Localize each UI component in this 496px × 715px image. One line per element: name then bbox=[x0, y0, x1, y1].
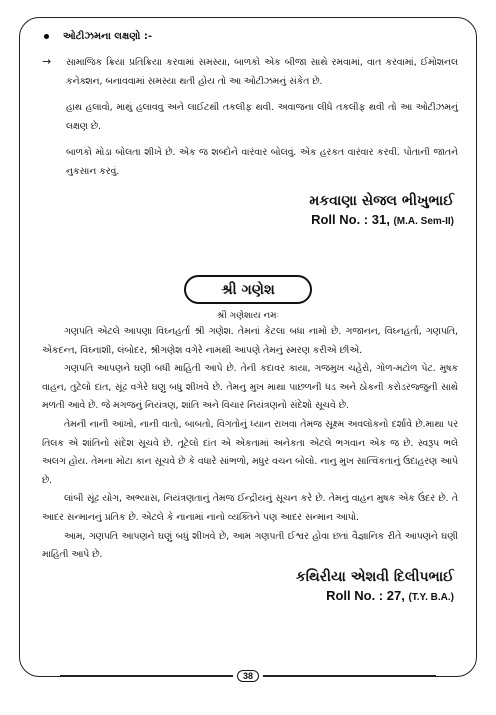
author-name: કથિરીયા એશવી દિલીપભાઈ bbox=[295, 568, 454, 585]
autism-heading: ઓટીઝમના લક્ષણો :- bbox=[63, 30, 153, 42]
bullet-icon bbox=[44, 34, 49, 39]
roll-number bbox=[42, 211, 454, 231]
autism-para-2: હાથ હલાવો, માથું હલાવવુ અને લાઈટથી તકલીફ થવી. અવાજના લીધે તકલીફ થવી તો આ ઓટીઝમનું લક્ષણ છે. bbox=[66, 102, 458, 132]
ganesh-title-wrap bbox=[20, 275, 476, 304]
roll-class: (T.Y. B.A.) bbox=[408, 591, 454, 603]
autism-signature bbox=[42, 191, 454, 231]
roll-label: Roll No. : 31, bbox=[311, 212, 390, 227]
roll-class: (M.A. Sem-II) bbox=[393, 216, 454, 227]
page-frame bbox=[19, 17, 477, 681]
arrow-right-icon: → bbox=[42, 55, 52, 68]
ganesh-para-3: તેમની નાની આંખો, નાની વાતો, બાબતો, વિગતોનું ધ્યાન રાખવા તેમજ સૂક્ષ્મ અવલોકનો દર્શાવે છે.માથા પર તિલક એ શાંતિનો સંદેશ સૂચવે છે. તૂટેલો દાંત એ એકતામાં અનેકતા એટલે ભગવાન એક જ છે. સ્વરૂપ ભલે અલગ હોય. તેમના મોટા કાન સૂચવે છે કે વધારે સાંભળો, મધુર વચન બોલો. નાનુ મુખ સાત્વિકતાનું ઉદાહરણ આપે છે. bbox=[42, 418, 458, 486]
ganesh-signature bbox=[42, 567, 454, 607]
page-footer bbox=[20, 664, 476, 683]
page-number: 38 bbox=[237, 670, 259, 682]
autism-section bbox=[42, 28, 458, 231]
ganesh-para-2: ગણપતિ આપણને ઘણી બધી માહિતી આપે છે. તેની કદાવર કાયા, ગજમુખ ચહેરો, ગોળ-મટોળ પેટ. મુષક વાહન, તુટેલો દાંત, સૂંઢ વગેરે ઘણુ બધુ શીખવે છે. તેમનુ મુખ માથા પાછળની ધડ અને ઠોકની કરોડરજ્જુની સાથે મળતી આવે છે. જે મગજનું નિયંત્રણ, શાંતિ અને વિચાર નિયંત્રણનો સંદેશો સૂચવે છે. bbox=[42, 363, 458, 412]
roll-label: Roll No. : 27, bbox=[326, 587, 405, 603]
roll-number bbox=[42, 587, 454, 607]
autism-para-1: સામાજિક ક્રિયા પ્રતિક્રિયા કરવામાં સમસ્યા, બાળકો એક બીજા સાથે રમવામાં, વાત કરવામાં, ઈમોશનલ કનેક્શન, બનાવવામાં સમસ્યા થતી હોય તો આ ઓટીઝમનું સંકેત છે. bbox=[66, 57, 458, 87]
author-name: મકવાણા સેજલ ભીખુભાઈ bbox=[309, 193, 454, 209]
page-number-badge bbox=[233, 670, 263, 682]
article-title: શ્રી ગણેશ bbox=[184, 275, 312, 304]
autism-heading-row bbox=[42, 28, 458, 44]
ganesh-para-5: આમ, ગણપતિ આપણને ઘણું બધું શીખવે છે, આમ ગણપતી ઈશ્વર હોવા છતાં વૈજ્ઞાનિક રીતે આપણને ઘણી માહિતી આપે છે. bbox=[42, 530, 458, 561]
autism-para-3: બાળકો મોડા બોલતા શીખે છે. એક જ શબ્દોને વારંવાર બોલવું. એક હરકત વારંવાર કરવી. પોતાની જાતને નુકસાન કરવું. bbox=[66, 147, 458, 177]
ganesh-section bbox=[42, 323, 458, 607]
autism-arrow-paragraph bbox=[42, 53, 458, 91]
invocation-line: શ્રી ગણેશાય નમઃ bbox=[216, 311, 280, 321]
ganesh-para-4: લાંબી સૂંઢ યોગ, અભ્યાસ, નિયંત્રણતાનું તેમજ ઈન્દ્રીયનું સૂચન કરે છે. તેમનું વાહન મુષક એક ઉંદર છે. તે આદર સન્માનનું પ્રતિક છે. એટલે કે નાનામાં નાનો વ્યક્તિને પણ આદર સન્માન આપો. bbox=[42, 493, 458, 523]
ganesh-para-1: ગણપતિ એટલે આપણા વિઘ્નહર્તા શ્રી ગણેશ. તેમનાં કેટલા બધા નામો છે. ગજાનન, વિઘ્નહર્તા, ગણપતિ, એકદન્ત, વિઘ્નાશી, લંબોદર, શ્રીગણેશ વગેરે નામથી આપણે તેમનું સ્મરણ કરીએ છીએ. bbox=[42, 326, 458, 356]
